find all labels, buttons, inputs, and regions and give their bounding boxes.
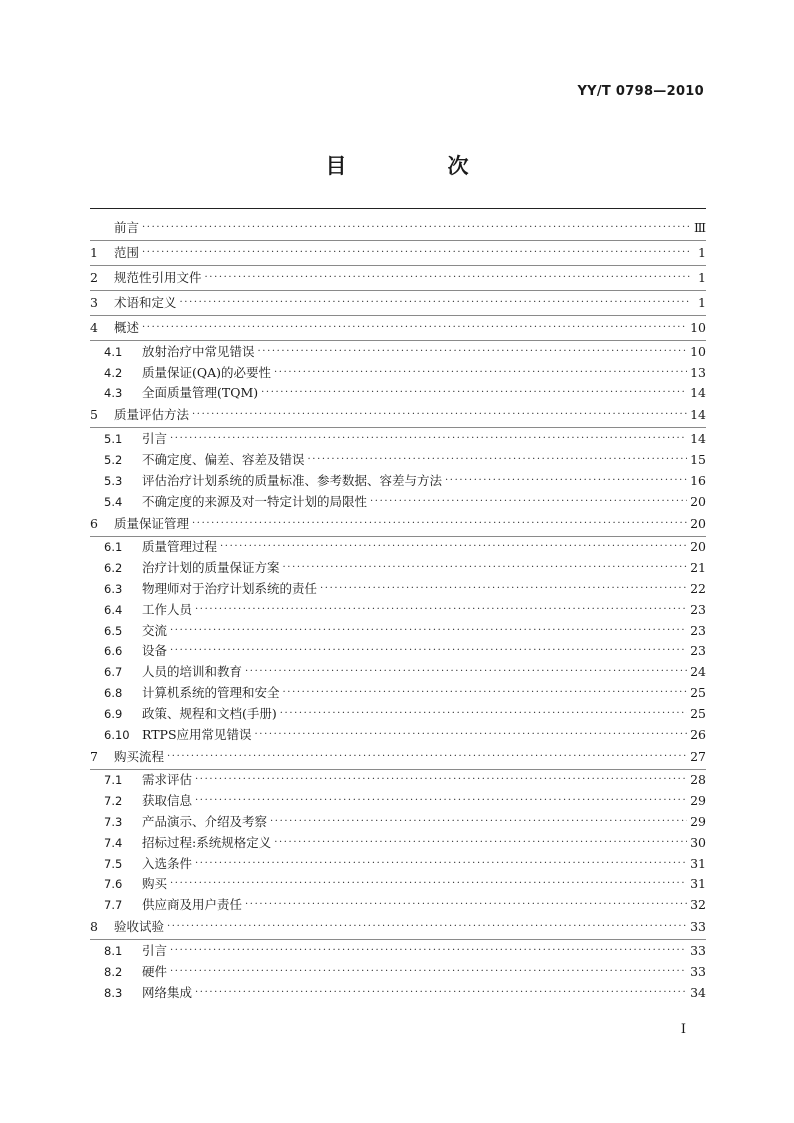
toc-entry-number: 6.1 (104, 540, 123, 555)
toc-entry-title: 政策、规程和文档(手册) (142, 705, 277, 721)
toc-leader-dots (195, 773, 687, 787)
toc-entry-title: 交流 (142, 622, 168, 638)
toc-entry-title: 引言 (142, 942, 168, 958)
toc-entry-title: 评估治疗计划系统的质量标准、参考数据、容差与方法 (142, 472, 443, 488)
toc-entry[interactable] (90, 961, 706, 982)
toc-entry[interactable] (90, 724, 706, 745)
toc-entry-number: 7.1 (104, 773, 123, 788)
toc-entry-number: 3 (90, 295, 98, 310)
toc-leader-dots (220, 540, 687, 554)
standard-number: YY/T 0798—2010 (577, 84, 704, 99)
toc-entry-page: 33 (690, 963, 706, 979)
toc-leader-dots (255, 728, 688, 742)
toc-entry-page: 14 (690, 407, 706, 423)
toc-entry-title: 产品演示、介绍及考察 (142, 813, 268, 829)
toc-leader-dots (261, 386, 687, 400)
toc-entry[interactable] (90, 641, 706, 662)
toc-entry[interactable] (90, 661, 706, 682)
toc-entry[interactable] (90, 362, 706, 383)
toc-leader-dots (192, 408, 687, 422)
toc-entry-page: 29 (690, 813, 706, 829)
toc-entry-number: 8.3 (104, 985, 123, 1000)
toc-entry-page: 1 (698, 270, 706, 285)
toc-entry[interactable] (90, 428, 706, 449)
toc-entry-title: 网络集成 (142, 984, 193, 1000)
toc-entry-title: 治疗计划的质量保证方案 (142, 560, 280, 576)
toc-entry[interactable] (90, 241, 706, 266)
toc-entry-page: 10 (690, 343, 706, 359)
toc-entry-number: 5.1 (104, 432, 123, 447)
toc-leader-dots (195, 794, 687, 808)
toc-entry-number: 7.2 (104, 794, 123, 809)
toc-entry-title: 前言 (114, 220, 140, 235)
toc-entry-number: 4.3 (104, 386, 123, 401)
toc-entry-title: 引言 (142, 431, 168, 447)
toc-entry-page: 25 (690, 684, 706, 700)
toc-top-rule (90, 208, 706, 209)
toc-entry[interactable] (90, 403, 706, 428)
toc-entry-title: 物理师对于治疗计划系统的责任 (142, 580, 318, 596)
toc-leader-dots (142, 221, 691, 235)
toc-entry-number: 8.2 (104, 964, 123, 979)
toc-leader-dots (274, 836, 687, 850)
toc-entry-number: 8.1 (104, 943, 123, 958)
toc-leader-dots (283, 686, 688, 700)
toc-entry-page: 23 (690, 622, 706, 638)
toc-entry-title: 人员的培训和教育 (142, 664, 243, 680)
toc-leader-dots (192, 517, 687, 531)
toc-entry[interactable] (90, 853, 706, 874)
toc-entry-page: 22 (690, 580, 706, 596)
toc-entry-number: 6.8 (104, 685, 123, 700)
toc-leader-dots (270, 815, 687, 829)
toc-leader-dots (258, 345, 688, 359)
toc-leader-dots (170, 944, 687, 958)
toc-entry-page: 27 (690, 748, 706, 764)
toc-entry[interactable] (90, 620, 706, 641)
toc-entry-number: 7.6 (104, 877, 123, 892)
toc-entry-number: 6.5 (104, 623, 123, 638)
toc-entry-number: 8 (90, 919, 98, 935)
toc-entry-page: 21 (690, 560, 706, 576)
toc-entry-page: 14 (690, 431, 706, 447)
toc-entry[interactable] (90, 578, 706, 599)
toc-entry-number: 6.2 (104, 561, 123, 576)
toc-entry-page: 1 (698, 295, 706, 310)
toc-entry[interactable] (90, 682, 706, 703)
toc-leader-dots (170, 432, 687, 446)
toc-entry-page: 30 (690, 834, 706, 850)
toc-leader-dots (195, 603, 687, 617)
toc-entry-page: 20 (690, 493, 706, 509)
page-folio: Ⅰ (680, 1022, 686, 1037)
toc-entry[interactable] (90, 266, 706, 291)
toc-leader-dots (180, 296, 691, 310)
toc-entry-page: 33 (690, 919, 706, 935)
toc-entry-title: 设备 (142, 643, 168, 659)
toc-entry-number: 6.7 (104, 665, 123, 680)
toc-entry-title: 质量管理过程 (142, 539, 218, 555)
toc-entry[interactable] (90, 341, 706, 362)
toc-entry[interactable] (90, 557, 706, 578)
toc-entry-page: 33 (690, 942, 706, 958)
toc-entry[interactable] (90, 599, 706, 620)
toc-list (90, 216, 706, 1003)
toc-entry-number: 4.1 (104, 344, 123, 359)
toc-entry-page: 10 (690, 320, 706, 335)
toc-entry-page: 23 (690, 601, 706, 617)
toc-entry-number: 7 (90, 748, 98, 764)
toc-leader-dots (320, 582, 687, 596)
toc-entry[interactable] (90, 790, 706, 811)
toc-entry-number: 4 (90, 320, 98, 335)
toc-entry-number: 5.4 (104, 494, 123, 509)
toc-entry-page: 20 (690, 515, 706, 531)
toc-entry[interactable] (90, 512, 706, 537)
toc-leader-dots (195, 857, 687, 871)
toc-entry[interactable] (90, 940, 706, 961)
toc-entry-title: 购买 (142, 876, 168, 892)
toc-leader-dots (205, 271, 691, 285)
toc-leader-dots (280, 707, 687, 721)
toc-entry-page: 31 (690, 855, 706, 871)
toc-entry-page: 16 (690, 472, 706, 488)
toc-entry-number: 7.7 (104, 898, 123, 913)
toc-leader-dots (445, 474, 687, 488)
toc-entry-number: 6.10 (104, 727, 130, 742)
toc-entry-page: 14 (690, 385, 706, 401)
toc-entry-page: 1 (698, 245, 706, 260)
toc-entry-page: 29 (690, 793, 706, 809)
toc-entry-number: 7.5 (104, 856, 123, 871)
toc-entry-title: RTPS应用常见错误 (142, 726, 252, 742)
toc-leader-dots (283, 561, 688, 575)
toc-entry[interactable] (90, 874, 706, 895)
toc-entry-title: 计算机系统的管理和安全 (142, 684, 280, 700)
toc-leader-dots (142, 246, 691, 260)
toc-entry-title: 硬件 (142, 963, 168, 979)
toc-entry-page: 23 (690, 643, 706, 659)
toc-entry[interactable] (90, 316, 706, 341)
toc-leader-dots (170, 877, 687, 891)
toc-entry-title: 不确定度、偏差、容差及错误 (142, 451, 305, 467)
toc-entry-title: 验收试验 (114, 919, 165, 935)
toc-leader-dots (167, 920, 687, 934)
toc-entry-number: 5.3 (104, 473, 123, 488)
toc-entry-page: 20 (690, 539, 706, 555)
toc-entry[interactable] (90, 745, 706, 770)
toc-entry-number: 6.3 (104, 581, 123, 596)
toc-leader-dots (142, 321, 687, 335)
toc-entry-number: 7.4 (104, 835, 123, 850)
toc-entry-number: 6.4 (104, 602, 123, 617)
toc-entry-title: 不确定度的来源及对一特定计划的局限性 (142, 493, 368, 509)
toc-entry-page: 26 (690, 726, 706, 742)
toc-entry-title: 概述 (114, 320, 140, 335)
toc-entry[interactable] (90, 894, 706, 915)
toc-entry-number: 1 (90, 245, 98, 260)
toc-entry-title: 放射治疗中常见错误 (142, 343, 255, 359)
toc-entry-title: 范围 (114, 245, 140, 260)
toc-leader-dots (308, 453, 688, 467)
toc-entry[interactable] (90, 982, 706, 1003)
toc-entry-title: 供应商及用户责任 (142, 897, 243, 913)
toc-entry[interactable] (90, 811, 706, 832)
toc-entry[interactable] (90, 832, 706, 853)
toc-leader-dots (274, 366, 687, 380)
toc-entry-title: 工作人员 (142, 601, 193, 617)
toc-entry-page: 28 (690, 772, 706, 788)
toc-entry-title: 获取信息 (142, 793, 193, 809)
toc-entry-number: 6 (90, 515, 98, 531)
toc-entry-page: 24 (690, 664, 706, 680)
toc-title: 目 次 (325, 154, 509, 178)
toc-leader-dots (245, 898, 687, 912)
toc-entry[interactable] (90, 770, 706, 791)
toc-leader-dots (245, 665, 687, 679)
toc-entry-number: 6.9 (104, 706, 123, 721)
toc-entry-title: 质量评估方法 (114, 407, 190, 423)
toc-entry-page: 13 (690, 364, 706, 380)
toc-entry-title: 规范性引用文件 (114, 270, 202, 285)
toc-leader-dots (167, 750, 687, 764)
toc-entry-number: 2 (90, 270, 98, 285)
toc-leader-dots (370, 495, 687, 509)
toc-entry-title: 质量保证(QA)的必要性 (142, 364, 272, 380)
toc-entry-title: 招标过程:系统规格定义 (142, 834, 272, 850)
toc-entry-title: 购买流程 (114, 748, 165, 764)
toc-entry-title: 全面质量管理(TQM) (142, 385, 259, 401)
toc-entry-page: 32 (690, 897, 706, 913)
toc-entry-page: 15 (690, 451, 706, 467)
toc-entry[interactable] (90, 915, 706, 940)
toc-entry-title: 质量保证管理 (114, 515, 190, 531)
toc-entry[interactable] (90, 291, 706, 316)
toc-leader-dots (170, 624, 687, 638)
toc-entry-page: 31 (690, 876, 706, 892)
toc-leader-dots (170, 965, 687, 979)
toc-entry[interactable] (90, 470, 706, 491)
toc-entry-title: 入选条件 (142, 855, 193, 871)
toc-entry-number: 7.3 (104, 814, 123, 829)
toc-entry-number: 4.2 (104, 365, 123, 380)
toc-entry-number: 5 (90, 407, 98, 423)
toc-entry[interactable] (90, 383, 706, 404)
toc-entry-page: 34 (690, 984, 706, 1000)
toc-entry-number: 5.2 (104, 452, 123, 467)
toc-entry-title: 术语和定义 (114, 295, 177, 310)
toc-leader-dots (170, 644, 687, 658)
toc-entry-title: 需求评估 (142, 772, 193, 788)
toc-entry-page: Ⅲ (693, 220, 706, 235)
toc-entry[interactable] (90, 537, 706, 558)
toc-entry[interactable] (90, 491, 706, 512)
toc-entry[interactable] (90, 216, 706, 241)
toc-entry-page: 25 (690, 705, 706, 721)
toc-entry[interactable] (90, 703, 706, 724)
toc-leader-dots (195, 986, 687, 1000)
toc-entry[interactable] (90, 449, 706, 470)
toc-entry-number: 6.6 (104, 644, 123, 659)
